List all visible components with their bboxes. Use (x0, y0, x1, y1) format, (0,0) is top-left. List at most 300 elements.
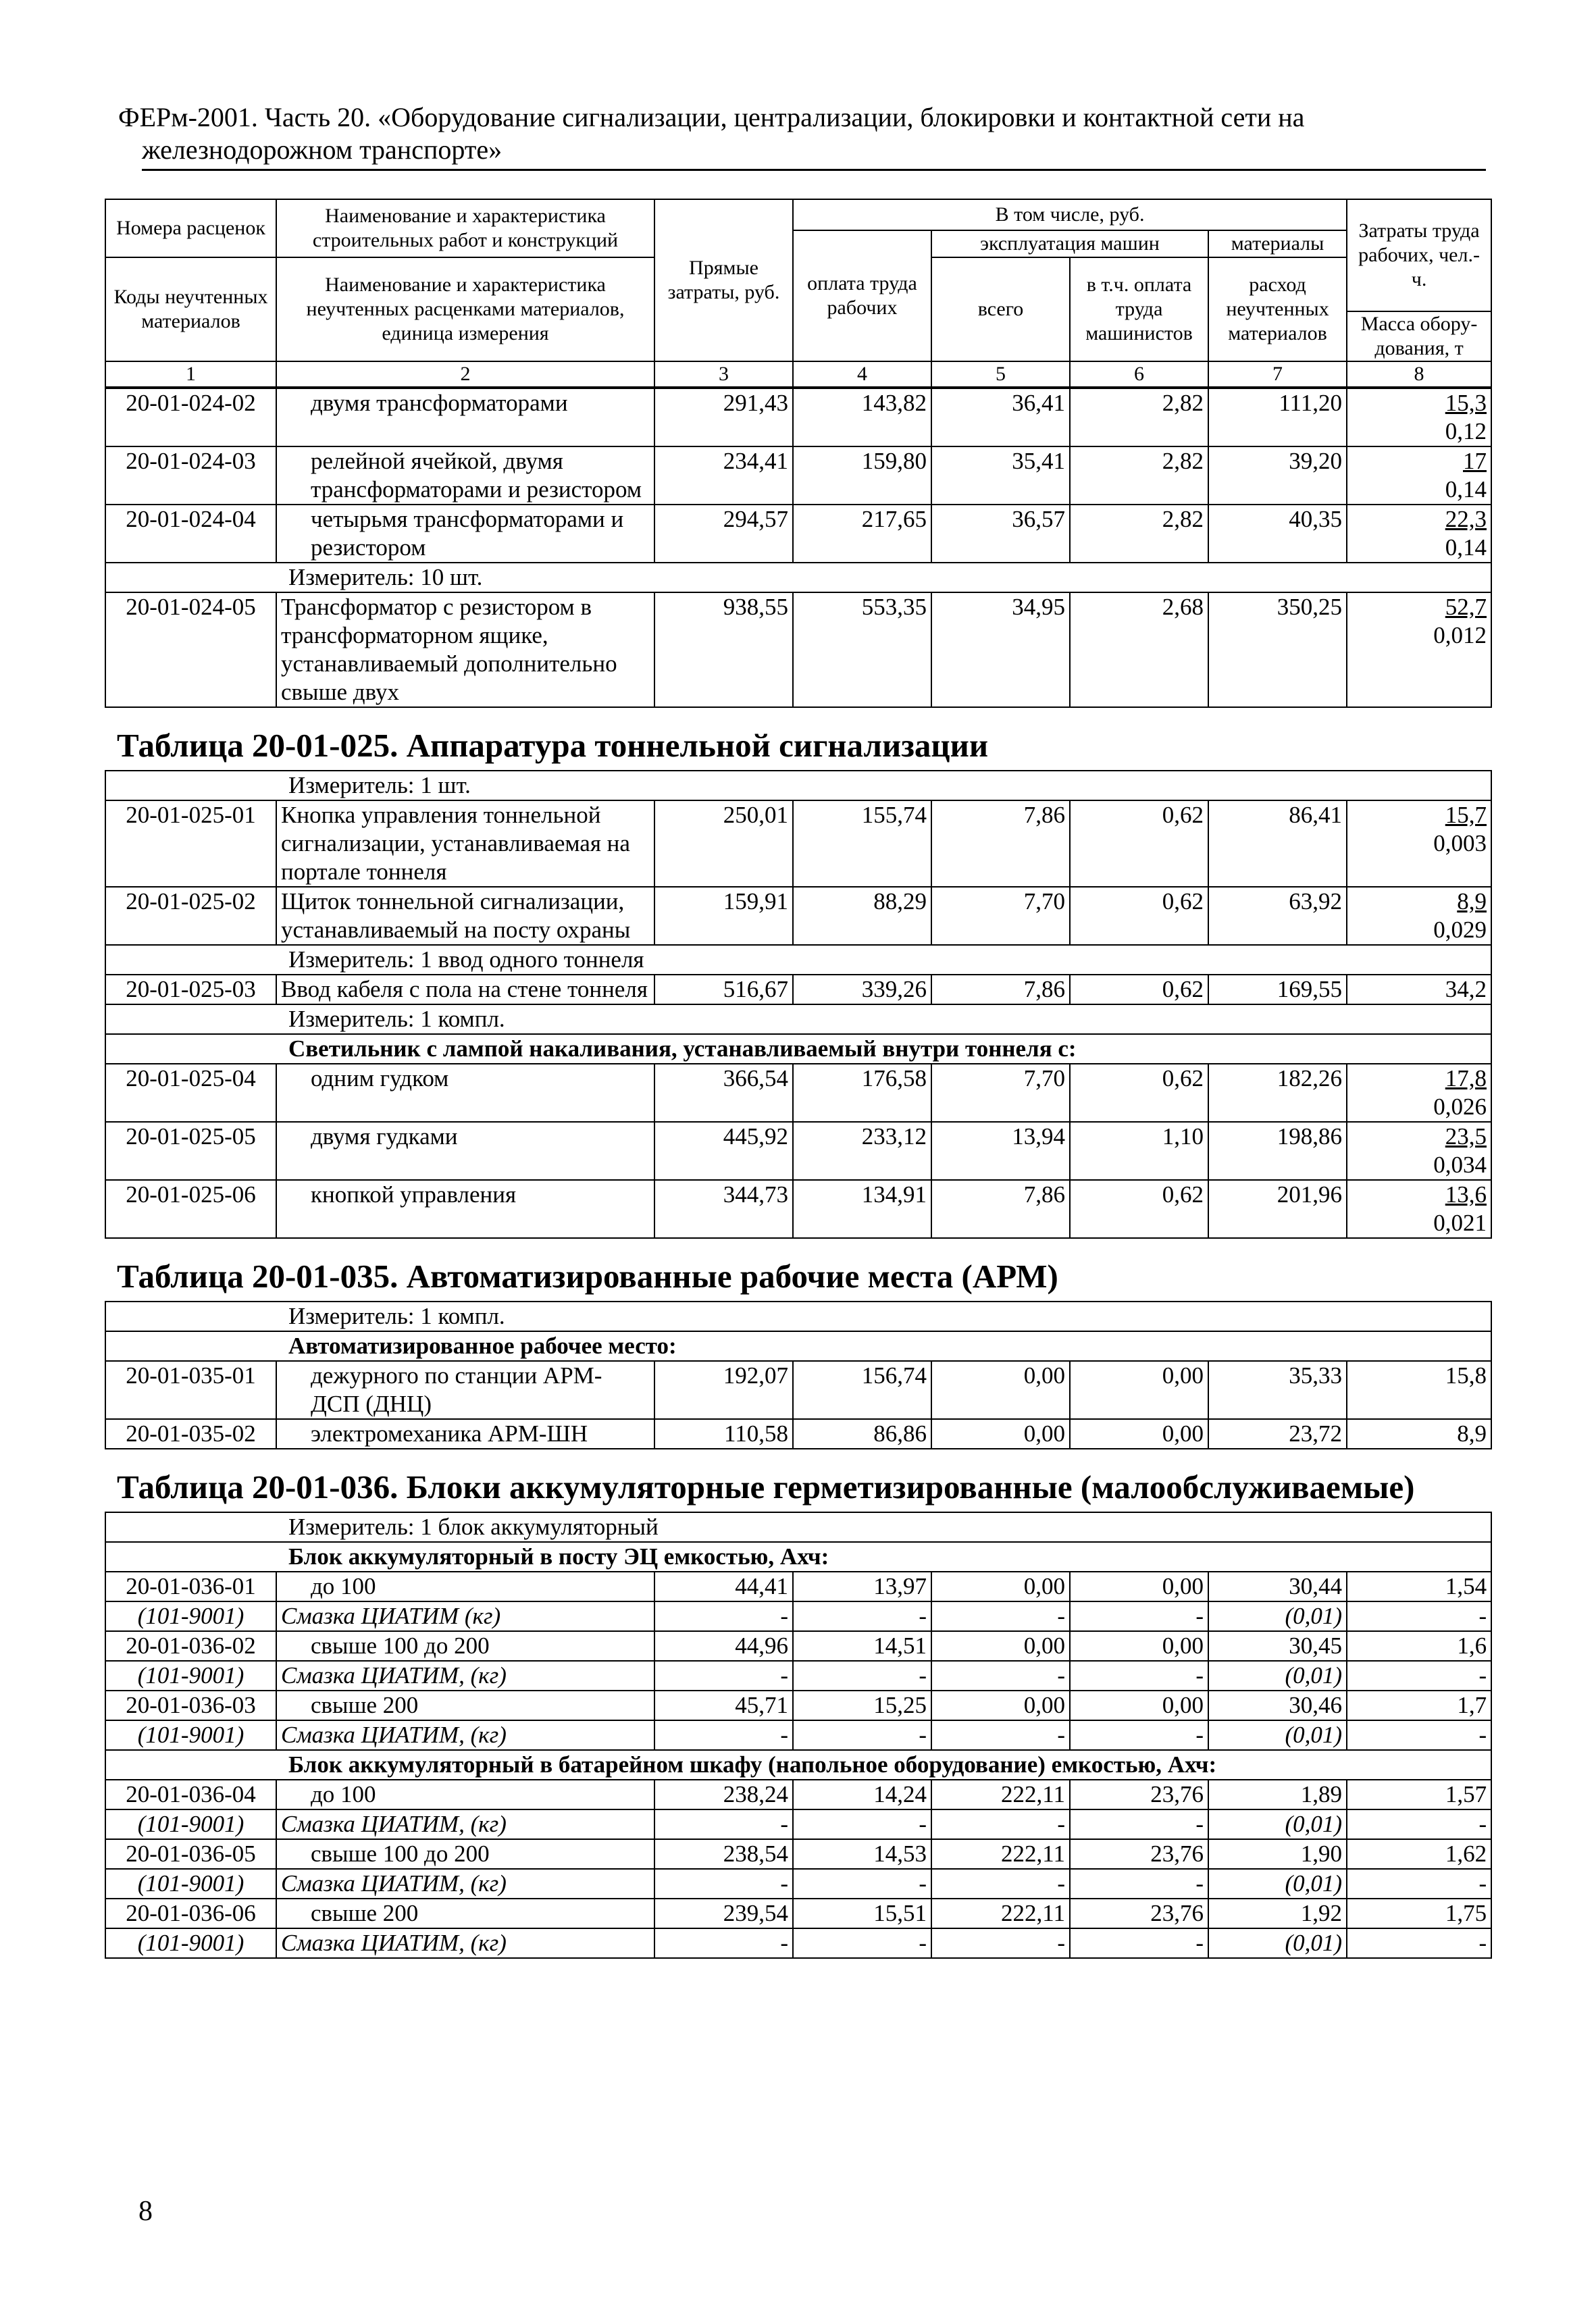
direct-cost: 44,96 (654, 1631, 793, 1661)
materials-cost: 30,44 (1208, 1572, 1347, 1601)
dash-cell: - (654, 1869, 793, 1899)
equipment-mass: 0,12 (1445, 418, 1487, 444)
labor-cost: 1,75 (1445, 1900, 1487, 1926)
column-number: 3 (654, 361, 793, 387)
labor-pay: 156,74 (793, 1361, 931, 1419)
price-table (105, 1301, 1492, 1449)
dash-cell: - (1070, 1809, 1208, 1839)
group-label: Автоматизированное рабочее место: (105, 1331, 1491, 1361)
dash-cell: - (793, 1928, 931, 1958)
rate-code: 20-01-025-04 (105, 1064, 276, 1122)
head-including: В том числе, руб. (793, 199, 1347, 230)
labor-cost: 8,9 (1457, 1420, 1487, 1447)
material-name: Смазка ЦИАТИМ, (кг) (276, 1809, 654, 1839)
labor-mass-cell (1347, 1691, 1491, 1720)
labor-cost: 22,3 (1445, 506, 1487, 532)
materials-cost: 30,45 (1208, 1631, 1347, 1661)
rate-code: 20-01-035-02 (105, 1419, 276, 1449)
machines-total: 0,00 (931, 1631, 1070, 1661)
machines-total: 222,11 (931, 1899, 1070, 1928)
machines-total: 7,86 (931, 975, 1070, 1004)
materials-cost: 182,26 (1208, 1064, 1347, 1122)
labor-pay: 143,82 (793, 388, 931, 446)
dash-cell: - (1070, 1869, 1208, 1899)
machines-total: 35,41 (931, 446, 1070, 505)
head-materials-use: расход неучтенных материалов (1208, 257, 1347, 361)
materials-cost: 201,96 (1208, 1180, 1347, 1238)
dash-cell: - (1347, 1661, 1491, 1691)
table-row (105, 1064, 1491, 1122)
rate-code: 20-01-025-01 (105, 800, 276, 887)
labor-cost: 13,6 (1445, 1181, 1487, 1208)
table-row (105, 1780, 1491, 1809)
work-name: Трансформатор с резистором в трансформаторном ящике, устанавливаемый дополнительно свыше двух (276, 592, 654, 707)
machinist-pay: 0,62 (1070, 1180, 1208, 1238)
measure-row (105, 771, 1491, 800)
dash-cell: - (1070, 1720, 1208, 1750)
labor-pay: 134,91 (793, 1180, 931, 1238)
table-row (105, 800, 1491, 887)
head-codes-bottom: Коды неучтенных материалов (105, 257, 276, 361)
materials-cost: 350,25 (1208, 592, 1347, 707)
machinist-pay: 0,00 (1070, 1419, 1208, 1449)
head-labor-bottom: Масса обору-дования, т (1347, 311, 1491, 361)
group-row (105, 1750, 1491, 1780)
direct-cost: 44,41 (654, 1572, 793, 1601)
rate-code: 20-01-036-05 (105, 1839, 276, 1869)
measure-row (105, 945, 1491, 975)
dash-cell: - (654, 1661, 793, 1691)
labor-mass-cell (1347, 1180, 1491, 1238)
materials-cost: 198,86 (1208, 1122, 1347, 1180)
work-name: свыше 200 (276, 1899, 654, 1928)
work-name: электромеханика АРМ-ШН (276, 1419, 654, 1449)
material-amount: (0,01) (1208, 1661, 1347, 1691)
table-row (105, 1631, 1491, 1661)
work-name: свыше 100 до 200 (276, 1839, 654, 1869)
equipment-mass: 0,14 (1445, 476, 1487, 503)
direct-cost: 250,01 (654, 800, 793, 887)
direct-cost: 366,54 (654, 1064, 793, 1122)
direct-cost: 291,43 (654, 388, 793, 446)
direct-cost: 192,07 (654, 1361, 793, 1419)
material-code: (101-9001) (105, 1720, 276, 1750)
machines-total: 7,86 (931, 800, 1070, 887)
work-name: свыше 200 (276, 1691, 654, 1720)
labor-cost: 15,8 (1445, 1362, 1487, 1389)
machinist-pay: 0,00 (1070, 1361, 1208, 1419)
dash-cell: - (1070, 1928, 1208, 1958)
machines-total: 0,00 (931, 1419, 1070, 1449)
machinist-pay: 23,76 (1070, 1780, 1208, 1809)
machines-total: 222,11 (931, 1780, 1070, 1809)
measure-row (105, 1004, 1491, 1034)
measure-label: Измеритель: 1 шт. (105, 771, 1491, 800)
labor-cost: 23,5 (1445, 1123, 1487, 1150)
material-code: (101-9001) (105, 1928, 276, 1958)
material-name: Смазка ЦИАТИМ, (кг) (276, 1661, 654, 1691)
dash-cell: - (1347, 1809, 1491, 1839)
equipment-mass: 0,034 (1433, 1152, 1487, 1178)
work-name: Ввод кабеля с пола на стене тоннеля (276, 975, 654, 1004)
group-row (105, 1331, 1491, 1361)
header-line-1: ФЕРм-2001. Часть 20. «Оборудование сигнализации, централизации, блокировки и контактной сети на (118, 102, 1305, 132)
direct-cost: 516,67 (654, 975, 793, 1004)
machinist-pay: 0,00 (1070, 1631, 1208, 1661)
materials-cost: 111,20 (1208, 388, 1347, 446)
column-number: 6 (1070, 361, 1208, 387)
materials-cost: 30,46 (1208, 1691, 1347, 1720)
group-label: Блок аккумуляторный в посту ЭЦ емкостью, Ахч: (105, 1542, 1491, 1572)
rate-code: 20-01-035-01 (105, 1361, 276, 1419)
rate-code: 20-01-024-04 (105, 505, 276, 563)
machines-total: 222,11 (931, 1839, 1070, 1869)
rate-code: 20-01-025-06 (105, 1180, 276, 1238)
rate-code: 20-01-036-04 (105, 1780, 276, 1809)
labor-cost: 34,2 (1445, 976, 1487, 1002)
material-row (105, 1601, 1491, 1631)
labor-mass-cell (1347, 1064, 1491, 1122)
head-materials: материалы (1208, 230, 1347, 257)
material-name: Смазка ЦИАТИМ, (кг) (276, 1720, 654, 1750)
machinist-pay: 2,68 (1070, 592, 1208, 707)
price-table (105, 770, 1492, 1239)
dash-cell: - (1347, 1928, 1491, 1958)
labor-mass-cell (1347, 388, 1491, 446)
head-labor-top: Затраты труда рабочих, чел.-ч. (1347, 199, 1491, 311)
work-name: двумя трансформаторами (276, 388, 654, 446)
labor-mass-cell (1347, 446, 1491, 505)
rate-code: 20-01-036-03 (105, 1691, 276, 1720)
dash-cell: - (793, 1809, 931, 1839)
header-line-2: железнодорожном транспорте» (142, 134, 503, 165)
labor-pay: 13,97 (793, 1572, 931, 1601)
labor-pay: 15,51 (793, 1899, 931, 1928)
equipment-mass: 0,026 (1433, 1094, 1487, 1120)
dash-cell: - (931, 1601, 1070, 1631)
material-row (105, 1928, 1491, 1958)
machines-total: 7,70 (931, 887, 1070, 945)
material-name: Смазка ЦИАТИМ, (кг) (276, 1869, 654, 1899)
materials-cost: 35,33 (1208, 1361, 1347, 1419)
direct-cost: 294,57 (654, 505, 793, 563)
labor-mass-cell (1347, 800, 1491, 887)
materials-cost: 1,92 (1208, 1899, 1347, 1928)
dash-cell: - (793, 1601, 931, 1631)
head-name-top: Наименование и характеристика строительных работ и конструкций (276, 199, 654, 257)
price-table (105, 1512, 1492, 1959)
labor-pay: 176,58 (793, 1064, 931, 1122)
labor-pay: 14,51 (793, 1631, 931, 1661)
direct-cost: 238,24 (654, 1780, 793, 1809)
materials-cost: 23,72 (1208, 1419, 1347, 1449)
material-code: (101-9001) (105, 1601, 276, 1631)
sections-container (105, 388, 1491, 1959)
labor-pay: 217,65 (793, 505, 931, 563)
labor-pay: 159,80 (793, 446, 931, 505)
dash-cell: - (1347, 1601, 1491, 1631)
table-row (105, 1419, 1491, 1449)
labor-cost: 1,57 (1445, 1781, 1487, 1807)
work-name: четырьмя трансформаторами и резистором (276, 505, 654, 563)
machines-total: 34,95 (931, 592, 1070, 707)
column-number: 4 (793, 361, 931, 387)
column-number: 8 (1347, 361, 1491, 387)
labor-mass-cell (1347, 1780, 1491, 1809)
labor-cost: 52,7 (1445, 594, 1487, 620)
material-amount: (0,01) (1208, 1809, 1347, 1839)
equipment-mass: 0,029 (1433, 917, 1487, 943)
direct-cost: 445,92 (654, 1122, 793, 1180)
machines-total: 36,41 (931, 388, 1070, 446)
material-amount: (0,01) (1208, 1928, 1347, 1958)
materials-cost: 1,90 (1208, 1839, 1347, 1869)
equipment-mass: 0,14 (1445, 534, 1487, 561)
labor-pay: 86,86 (793, 1419, 931, 1449)
dash-cell: - (931, 1928, 1070, 1958)
machinist-pay: 0,62 (1070, 887, 1208, 945)
labor-pay: 553,35 (793, 592, 931, 707)
labor-cost: 15,3 (1445, 390, 1487, 416)
dash-cell: - (931, 1869, 1070, 1899)
rate-code: 20-01-025-03 (105, 975, 276, 1004)
machinist-pay: 23,76 (1070, 1899, 1208, 1928)
dash-cell: - (654, 1809, 793, 1839)
measure-row (105, 1512, 1491, 1542)
work-name: до 100 (276, 1780, 654, 1809)
dash-cell: - (654, 1928, 793, 1958)
labor-pay: 15,25 (793, 1691, 931, 1720)
work-name: Щиток тоннельной сигнализации, устанавливаемый на посту охраны (276, 887, 654, 945)
direct-cost: 344,73 (654, 1180, 793, 1238)
page-number: 8 (138, 2196, 153, 2227)
material-name: Смазка ЦИАТИМ (кг) (276, 1601, 654, 1631)
head-machines-total: всего (931, 257, 1070, 361)
head-labor-pay: оплата труда рабочих (793, 230, 931, 361)
machinist-pay: 0,62 (1070, 975, 1208, 1004)
table-row (105, 1180, 1491, 1238)
machines-total: 36,57 (931, 505, 1070, 563)
equipment-mass: 0,003 (1433, 830, 1487, 856)
direct-cost: 238,54 (654, 1839, 793, 1869)
table-row (105, 505, 1491, 563)
equipment-mass: 0,021 (1433, 1210, 1487, 1236)
material-row (105, 1809, 1491, 1839)
machines-total: 0,00 (931, 1691, 1070, 1720)
labor-cost: 17 (1463, 448, 1487, 474)
machinist-pay: 0,62 (1070, 1064, 1208, 1122)
labor-cost: 1,6 (1457, 1632, 1487, 1659)
machinist-pay: 2,82 (1070, 388, 1208, 446)
measure-label: Измеритель: 1 блок аккумуляторный (105, 1512, 1491, 1542)
labor-pay: 14,24 (793, 1780, 931, 1809)
table-row (105, 592, 1491, 707)
dash-cell: - (931, 1809, 1070, 1839)
table-row (105, 1122, 1491, 1180)
dash-cell: - (793, 1869, 931, 1899)
materials-cost: 1,89 (1208, 1780, 1347, 1809)
labor-mass-cell (1347, 1419, 1491, 1449)
material-row (105, 1869, 1491, 1899)
machinist-pay: 2,82 (1070, 446, 1208, 505)
group-label: Блок аккумуляторный в батарейном шкафу (напольное оборудование) емкостью, Ахч: (105, 1750, 1491, 1780)
rate-code: 20-01-036-01 (105, 1572, 276, 1601)
column-number: 2 (276, 361, 654, 387)
direct-cost: 234,41 (654, 446, 793, 505)
work-name: двумя гудками (276, 1122, 654, 1180)
work-name: релейной ячейкой, двумя трансформаторами и резистором (276, 446, 654, 505)
machines-total: 7,86 (931, 1180, 1070, 1238)
rate-code: 20-01-025-02 (105, 887, 276, 945)
head-machines: эксплуатация машин (931, 230, 1208, 257)
dash-cell: - (654, 1601, 793, 1631)
labor-mass-cell (1347, 1572, 1491, 1601)
rate-code: 20-01-036-06 (105, 1899, 276, 1928)
rate-code: 20-01-024-03 (105, 446, 276, 505)
labor-pay: 339,26 (793, 975, 931, 1004)
measure-row (105, 563, 1491, 592)
measure-row (105, 1302, 1491, 1331)
materials-cost: 63,92 (1208, 887, 1347, 945)
table-row (105, 1691, 1491, 1720)
labor-cost: 15,7 (1445, 802, 1487, 828)
machinist-pay: 1,10 (1070, 1122, 1208, 1180)
table-row (105, 1572, 1491, 1601)
measure-label: Измеритель: 10 шт. (105, 563, 1491, 592)
labor-pay: 88,29 (793, 887, 931, 945)
machines-total: 0,00 (931, 1361, 1070, 1419)
material-code: (101-9001) (105, 1809, 276, 1839)
price-sheet (105, 199, 1491, 1959)
rate-code: 20-01-025-05 (105, 1122, 276, 1180)
labor-cost: 1,7 (1457, 1692, 1487, 1718)
measure-label: Измеритель: 1 компл. (105, 1302, 1491, 1331)
labor-mass-cell (1347, 1631, 1491, 1661)
dash-cell: - (1070, 1601, 1208, 1631)
material-amount: (0,01) (1208, 1869, 1347, 1899)
table-row (105, 1361, 1491, 1419)
dash-cell: - (1347, 1869, 1491, 1899)
material-code: (101-9001) (105, 1869, 276, 1899)
labor-mass-cell (1347, 1899, 1491, 1928)
direct-cost: 239,54 (654, 1899, 793, 1928)
labor-cost: 17,8 (1445, 1065, 1487, 1091)
material-amount: (0,01) (1208, 1720, 1347, 1750)
table-caption: Таблица 20-01-035. Автоматизированные рабочие места (АРМ) (117, 1258, 1058, 1295)
machinist-pay: 0,00 (1070, 1691, 1208, 1720)
labor-mass-cell (1347, 975, 1491, 1004)
direct-cost: 938,55 (654, 592, 793, 707)
labor-mass-cell (1347, 505, 1491, 563)
table-row (105, 1839, 1491, 1869)
machinist-pay: 2,82 (1070, 505, 1208, 563)
column-number: 1 (105, 361, 276, 387)
labor-mass-cell (1347, 1122, 1491, 1180)
work-name: Кнопка управления тоннельной сигнализации, устанавливаемая на портале тоннеля (276, 800, 654, 887)
dash-cell: - (793, 1661, 931, 1691)
machines-total: 7,70 (931, 1064, 1070, 1122)
labor-mass-cell (1347, 1361, 1491, 1419)
work-name: кнопкой управления (276, 1180, 654, 1238)
head-codes-top: Номера расценок (105, 199, 276, 257)
materials-cost: 39,20 (1208, 446, 1347, 505)
rate-code: 20-01-036-02 (105, 1631, 276, 1661)
labor-pay: 14,53 (793, 1839, 931, 1869)
group-label: Светильник с лампой накаливания, устанавливаемый внутри тоннеля с: (105, 1034, 1491, 1064)
table-caption: Таблица 20-01-036. Блоки аккумуляторные герметизированные (малообслуживаемые) (117, 1468, 1415, 1506)
table-caption: Таблица 20-01-025. Аппаратура тоннельной сигнализации (117, 727, 989, 764)
dash-cell: - (1070, 1661, 1208, 1691)
work-name: до 100 (276, 1572, 654, 1601)
machinist-pay: 23,76 (1070, 1839, 1208, 1869)
material-row (105, 1661, 1491, 1691)
material-amount: (0,01) (1208, 1601, 1347, 1631)
machines-total: 0,00 (931, 1572, 1070, 1601)
column-number: 7 (1208, 361, 1347, 387)
direct-cost: 45,71 (654, 1691, 793, 1720)
labor-cost: 1,62 (1445, 1841, 1487, 1867)
page-header (118, 101, 1489, 166)
measure-label: Измеритель: 1 компл. (105, 1004, 1491, 1034)
table-row (105, 975, 1491, 1004)
machinist-pay: 0,62 (1070, 800, 1208, 887)
head-direct: Прямые затраты, руб. (654, 199, 793, 361)
material-row (105, 1720, 1491, 1750)
work-name: свыше 100 до 200 (276, 1631, 654, 1661)
header-rule (142, 169, 1486, 171)
table-row (105, 1899, 1491, 1928)
group-row (105, 1542, 1491, 1572)
head-incl-machinist: в т.ч. оплата труда машинистов (1070, 257, 1208, 361)
labor-mass-cell (1347, 887, 1491, 945)
labor-cost: 1,54 (1445, 1573, 1487, 1599)
materials-cost: 86,41 (1208, 800, 1347, 887)
dash-cell: - (654, 1720, 793, 1750)
column-number: 5 (931, 361, 1070, 387)
table-row (105, 887, 1491, 945)
machines-total: 13,94 (931, 1122, 1070, 1180)
labor-pay: 155,74 (793, 800, 931, 887)
group-row (105, 1034, 1491, 1064)
dash-cell: - (931, 1720, 1070, 1750)
equipment-mass: 0,012 (1433, 622, 1487, 648)
price-table (105, 388, 1492, 708)
direct-cost: 110,58 (654, 1419, 793, 1449)
rate-code: 20-01-024-02 (105, 388, 276, 446)
labor-pay: 233,12 (793, 1122, 931, 1180)
dash-cell: - (931, 1661, 1070, 1691)
material-name: Смазка ЦИАТИМ, (кг) (276, 1928, 654, 1958)
machinist-pay: 0,00 (1070, 1572, 1208, 1601)
dash-cell: - (1347, 1720, 1491, 1750)
head-name-bottom: Наименование и характеристика неучтенных расценками материалов, единица измерения (276, 257, 654, 361)
materials-cost: 40,35 (1208, 505, 1347, 563)
material-code: (101-9001) (105, 1661, 276, 1691)
rate-code: 20-01-024-05 (105, 592, 276, 707)
labor-mass-cell (1347, 1839, 1491, 1869)
work-name: одним гудком (276, 1064, 654, 1122)
direct-cost: 159,91 (654, 887, 793, 945)
measure-label: Измеритель: 1 ввод одного тоннеля (105, 945, 1491, 975)
table-row (105, 446, 1491, 505)
labor-mass-cell (1347, 592, 1491, 707)
labor-cost: 8,9 (1457, 888, 1487, 915)
work-name: дежурного по станции АРМ-ДСП (ДНЦ) (276, 1361, 654, 1419)
dash-cell: - (793, 1720, 931, 1750)
table-header (105, 199, 1492, 388)
materials-cost: 169,55 (1208, 975, 1347, 1004)
table-row (105, 388, 1491, 446)
